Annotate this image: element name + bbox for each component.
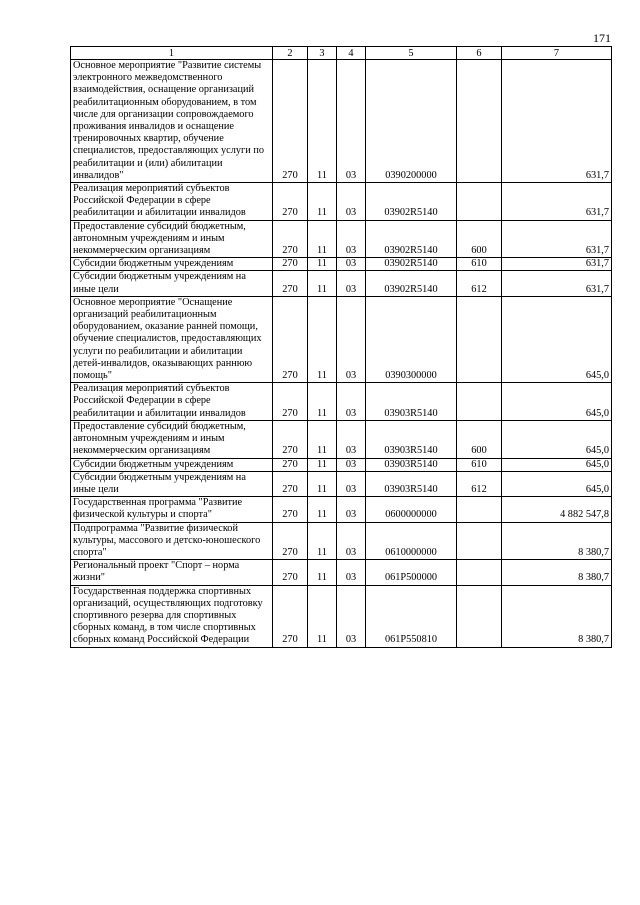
column-header: 2: [273, 47, 308, 60]
table-body: [71, 60, 612, 648]
section-cell: 11: [308, 271, 337, 296]
amount-cell: 645,0: [502, 471, 612, 496]
amount-cell: 8 380,7: [502, 522, 612, 560]
table-row: [71, 296, 612, 382]
expense-type-cell: [457, 60, 502, 183]
amount-cell: 8 380,7: [502, 585, 612, 647]
row-name-cell: Субсидии бюджетным учреждениям на иные цели: [71, 471, 273, 496]
expense-type-cell: 612: [457, 471, 502, 496]
admin-code-cell: 270: [273, 522, 308, 560]
amount-cell: 645,0: [502, 383, 612, 421]
expense-type-cell: [457, 296, 502, 382]
page-number: 171: [593, 31, 611, 45]
table-row: [71, 497, 612, 522]
section-cell: 11: [308, 220, 337, 258]
section-cell: 11: [308, 383, 337, 421]
column-header: 1: [71, 47, 273, 60]
row-name-cell: Субсидии бюджетным учреждениям: [71, 458, 273, 471]
admin-code-cell: 270: [273, 60, 308, 183]
row-name-cell: Государственная поддержка спортивных организаций, осуществляющих подготовку спортивного резерва для спортивных сборных команд, в том числе спортивных сборных команд Российской Федерации: [71, 585, 273, 647]
subsection-cell: 03: [337, 271, 366, 296]
row-name-cell: Реализация мероприятий субъектов Российской Федерации в сфере реабилитации и абилитации инвалидов: [71, 383, 273, 421]
column-header: 6: [457, 47, 502, 60]
row-name-cell: Реализация мероприятий субъектов Российской Федерации в сфере реабилитации и абилитации инвалидов: [71, 183, 273, 221]
section-cell: 11: [308, 458, 337, 471]
amount-cell: 645,0: [502, 420, 612, 458]
subsection-cell: 03: [337, 420, 366, 458]
expense-type-cell: 610: [457, 458, 502, 471]
table-row: [71, 585, 612, 647]
expense-type-cell: 600: [457, 420, 502, 458]
header-row: [71, 47, 612, 60]
table-row: [71, 522, 612, 560]
row-name-cell: Государственная программа "Развитие физической культуры и спорта": [71, 497, 273, 522]
table-row: [71, 271, 612, 296]
subsection-cell: 03: [337, 458, 366, 471]
section-cell: 11: [308, 420, 337, 458]
admin-code-cell: 270: [273, 271, 308, 296]
table-row: [71, 60, 612, 183]
amount-cell: 4 882 547,8: [502, 497, 612, 522]
section-cell: 11: [308, 585, 337, 647]
table-row: [71, 471, 612, 496]
expense-type-cell: [457, 497, 502, 522]
section-cell: 11: [308, 296, 337, 382]
row-name-cell: Субсидии бюджетным учреждениям: [71, 258, 273, 271]
row-name-cell: Подпрограмма "Развитие физической культуры, массового и детско-юношеского спорта": [71, 522, 273, 560]
amount-cell: 631,7: [502, 271, 612, 296]
expense-type-cell: [457, 560, 502, 585]
amount-cell: 645,0: [502, 458, 612, 471]
target-article-cell: 061P550810: [366, 585, 457, 647]
subsection-cell: 03: [337, 60, 366, 183]
admin-code-cell: 270: [273, 585, 308, 647]
amount-cell: 631,7: [502, 183, 612, 221]
table-row: [71, 183, 612, 221]
amount-cell: 8 380,7: [502, 560, 612, 585]
target-article-cell: 03903R5140: [366, 471, 457, 496]
table-row: [71, 220, 612, 258]
section-cell: 11: [308, 258, 337, 271]
subsection-cell: 03: [337, 296, 366, 382]
admin-code-cell: 270: [273, 383, 308, 421]
admin-code-cell: 270: [273, 220, 308, 258]
amount-cell: 631,7: [502, 60, 612, 183]
row-name-cell: Основное мероприятие "Оснащение организаций реабилитационным оборудованием, оказание ранней помощи, обучение специалистов, предоставляющих услуги по реабилитации и абилитации детей-инвалидов, оказывающих раннюю помощь": [71, 296, 273, 382]
subsection-cell: 03: [337, 560, 366, 585]
table-row: [71, 420, 612, 458]
target-article-cell: 03902R5140: [366, 220, 457, 258]
target-article-cell: 03902R5140: [366, 271, 457, 296]
row-name-cell: Субсидии бюджетным учреждениям на иные цели: [71, 271, 273, 296]
expense-type-cell: 610: [457, 258, 502, 271]
subsection-cell: 03: [337, 183, 366, 221]
subsection-cell: 03: [337, 471, 366, 496]
target-article-cell: 0390300000: [366, 296, 457, 382]
admin-code-cell: 270: [273, 560, 308, 585]
admin-code-cell: 270: [273, 458, 308, 471]
table-row: [71, 458, 612, 471]
table-row: [71, 560, 612, 585]
admin-code-cell: 270: [273, 183, 308, 221]
column-header: 7: [502, 47, 612, 60]
subsection-cell: 03: [337, 258, 366, 271]
amount-cell: 631,7: [502, 220, 612, 258]
table-row: [71, 258, 612, 271]
target-article-cell: 061P500000: [366, 560, 457, 585]
expense-type-cell: [457, 522, 502, 560]
row-name-cell: Предоставление субсидий бюджетным, автономным учреждениям и иным некоммерческим организациям: [71, 420, 273, 458]
expense-type-cell: 600: [457, 220, 502, 258]
row-name-cell: Основное мероприятие "Развитие системы электронного межведомственного взаимодействия, оснащение организаций реабилитационным оборудованием, в том числе для организации сопровождаемого проживания инвалидов и оснащение тренировочных квартир, обучение специалистов, предоставляющих услуги по реабилитации и (или) абилитации инвалидов": [71, 60, 273, 183]
admin-code-cell: 270: [273, 420, 308, 458]
table-row: [71, 383, 612, 421]
target-article-cell: 03903R5140: [366, 420, 457, 458]
section-cell: 11: [308, 60, 337, 183]
amount-cell: 645,0: [502, 296, 612, 382]
section-cell: 11: [308, 522, 337, 560]
admin-code-cell: 270: [273, 258, 308, 271]
subsection-cell: 03: [337, 585, 366, 647]
target-article-cell: 0600000000: [366, 497, 457, 522]
section-cell: 11: [308, 183, 337, 221]
column-header: 3: [308, 47, 337, 60]
target-article-cell: 03903R5140: [366, 458, 457, 471]
section-cell: 11: [308, 560, 337, 585]
amount-cell: 631,7: [502, 258, 612, 271]
target-article-cell: 0390200000: [366, 60, 457, 183]
section-cell: 11: [308, 497, 337, 522]
admin-code-cell: 270: [273, 471, 308, 496]
subsection-cell: 03: [337, 497, 366, 522]
expense-type-cell: [457, 183, 502, 221]
subsection-cell: 03: [337, 383, 366, 421]
row-name-cell: Предоставление субсидий бюджетным, автономным учреждениям и иным некоммерческим организациям: [71, 220, 273, 258]
budget-table: [70, 46, 612, 648]
target-article-cell: 0610000000: [366, 522, 457, 560]
subsection-cell: 03: [337, 220, 366, 258]
expense-type-cell: [457, 585, 502, 647]
target-article-cell: 03903R5140: [366, 383, 457, 421]
column-header: 4: [337, 47, 366, 60]
expense-type-cell: 612: [457, 271, 502, 296]
admin-code-cell: 270: [273, 497, 308, 522]
admin-code-cell: 270: [273, 296, 308, 382]
row-name-cell: Региональный проект "Спорт – норма жизни": [71, 560, 273, 585]
subsection-cell: 03: [337, 522, 366, 560]
section-cell: 11: [308, 471, 337, 496]
expense-type-cell: [457, 383, 502, 421]
target-article-cell: 03902R5140: [366, 183, 457, 221]
column-header: 5: [366, 47, 457, 60]
target-article-cell: 03902R5140: [366, 258, 457, 271]
